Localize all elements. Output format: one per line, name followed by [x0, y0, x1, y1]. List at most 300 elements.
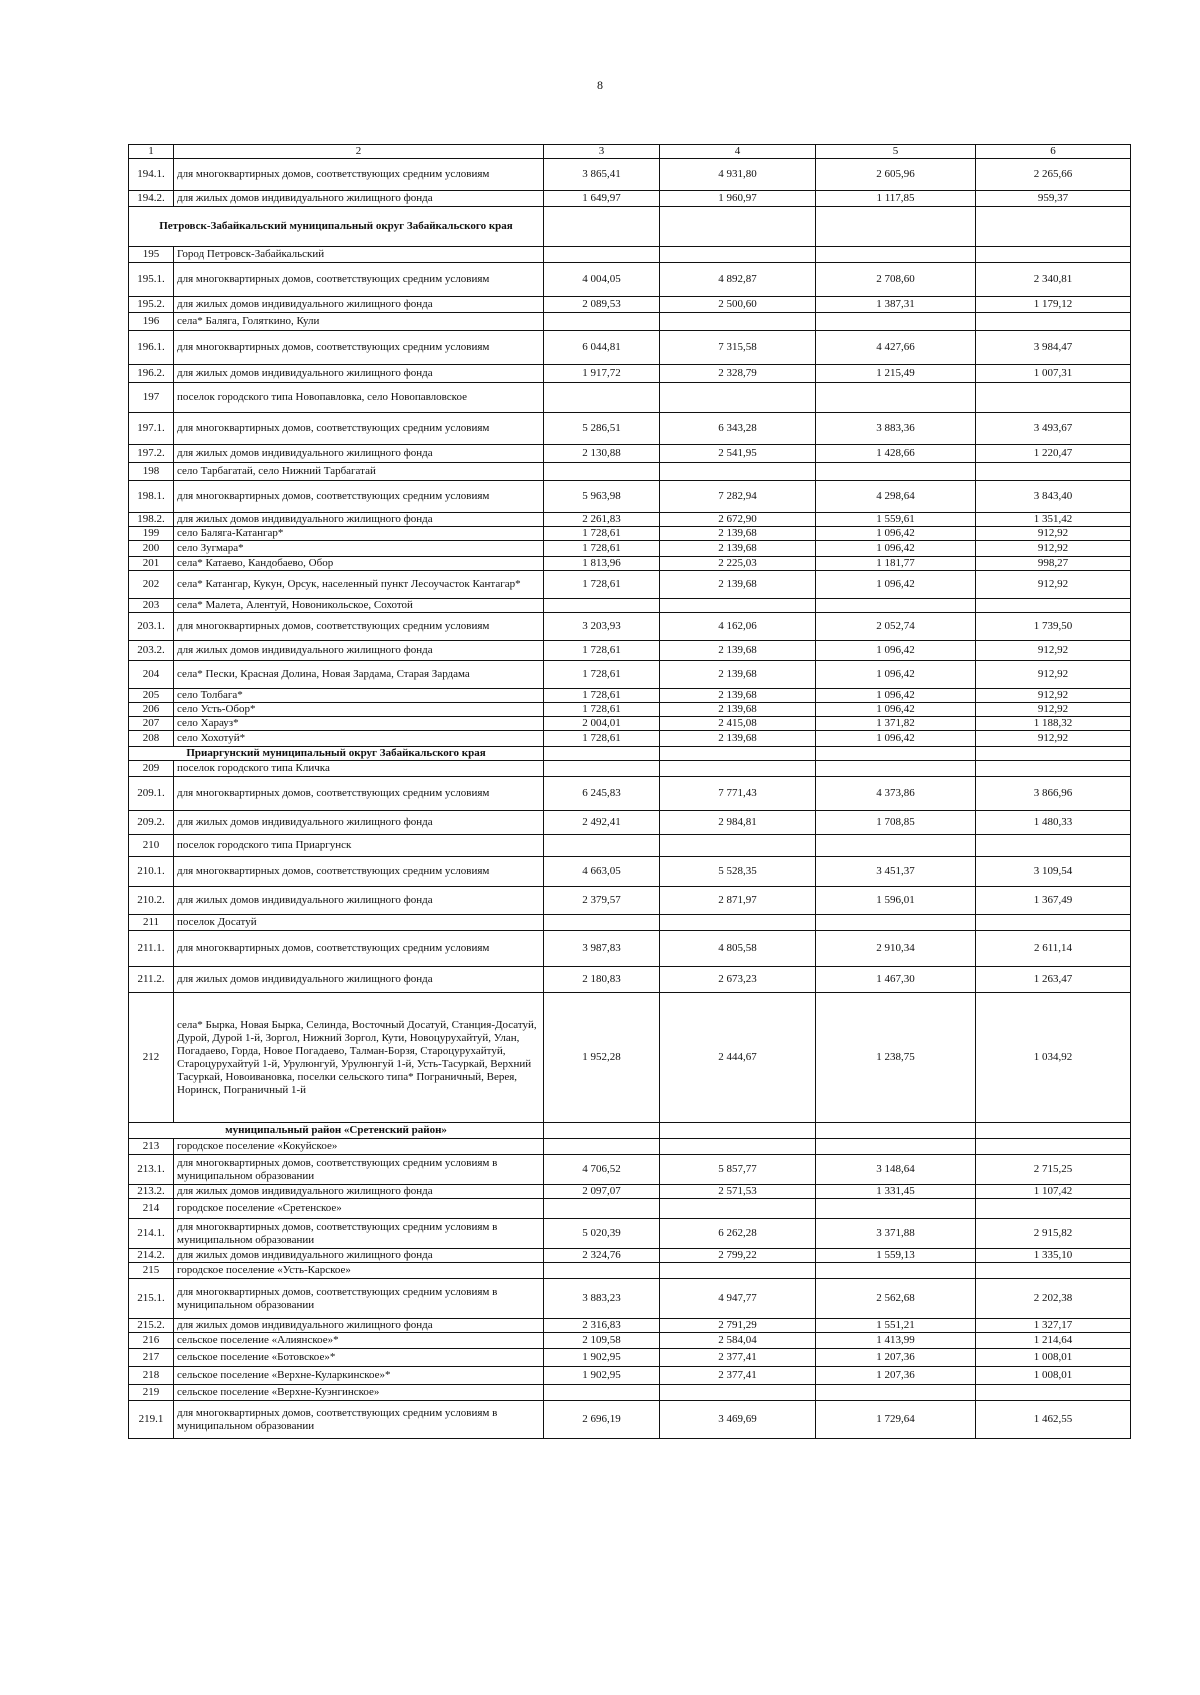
row-number: 201 — [129, 557, 174, 571]
value-col-5: 1 096,42 — [816, 731, 976, 747]
value-col-3: 1 902,95 — [544, 1367, 660, 1385]
value-col-4 — [660, 1199, 816, 1219]
table-row — [129, 1249, 1131, 1263]
row-number: 219.1 — [129, 1401, 174, 1439]
value-col-3 — [544, 1385, 660, 1401]
row-description: Город Петровск-Забайкальский — [174, 247, 544, 263]
value-col-3: 5 963,98 — [544, 481, 660, 513]
value-col-5: 1 207,36 — [816, 1367, 976, 1385]
value-col-5: 2 562,68 — [816, 1279, 976, 1319]
row-description: сельское поселение «Верхне-Куларкинское»* — [174, 1367, 544, 1385]
row-number: 215 — [129, 1263, 174, 1279]
row-number: 209 — [129, 761, 174, 777]
value-col-4: 2 415,08 — [660, 717, 816, 731]
row-description: село Харауз* — [174, 717, 544, 731]
value-col-6 — [976, 1385, 1131, 1401]
row-description: для многоквартирных домов, соответствующих средним условиям — [174, 159, 544, 191]
row-number: 199 — [129, 527, 174, 541]
row-description: городское поселение «Кокуйское» — [174, 1139, 544, 1155]
row-number: 194.1. — [129, 159, 174, 191]
row-number: 209.1. — [129, 777, 174, 811]
value-col-5: 2 910,34 — [816, 931, 976, 967]
row-description: для жилых домов индивидуального жилищного фонда — [174, 297, 544, 313]
value-col-3: 4 663,05 — [544, 857, 660, 887]
table-row — [129, 967, 1131, 993]
value-col-6 — [976, 383, 1131, 413]
value-col-5: 1 215,49 — [816, 365, 976, 383]
table-row — [129, 777, 1131, 811]
value-col-6: 1 007,31 — [976, 365, 1131, 383]
row-number: 195.1. — [129, 263, 174, 297]
value-col-5: 3 883,36 — [816, 413, 976, 445]
value-col-5: 1 117,85 — [816, 191, 976, 207]
table-row — [129, 599, 1131, 613]
row-description: для жилых домов индивидуального жилищного фонда — [174, 887, 544, 915]
section-row — [129, 1123, 1131, 1139]
value-col-4: 2 541,95 — [660, 445, 816, 463]
value-col-4: 2 377,41 — [660, 1349, 816, 1367]
value-col-3: 1 813,96 — [544, 557, 660, 571]
value-col-5: 2 052,74 — [816, 613, 976, 641]
value-col-6: 2 611,14 — [976, 931, 1131, 967]
value-col-3: 5 286,51 — [544, 413, 660, 445]
table-row — [129, 1367, 1131, 1385]
row-number: 210.1. — [129, 857, 174, 887]
value-col-5: 1 238,75 — [816, 993, 976, 1123]
row-number: 207 — [129, 717, 174, 731]
value-col-6: 3 984,47 — [976, 331, 1131, 365]
value-col-3 — [544, 599, 660, 613]
row-description: село Зугмара* — [174, 541, 544, 557]
row-number: 216 — [129, 1333, 174, 1349]
value-col-5: 1 467,30 — [816, 967, 976, 993]
value-col-3: 3 865,41 — [544, 159, 660, 191]
value-col-4: 4 805,58 — [660, 931, 816, 967]
value-col-4 — [660, 1139, 816, 1155]
value-col-6: 2 915,82 — [976, 1219, 1131, 1249]
value-col-4: 2 139,68 — [660, 541, 816, 557]
row-description: села* Катаево, Кандобаево, Обор — [174, 557, 544, 571]
value-col-3: 1 728,61 — [544, 661, 660, 689]
table-row — [129, 1385, 1131, 1401]
empty-cell — [660, 1123, 816, 1139]
row-number: 210 — [129, 835, 174, 857]
value-col-6: 1 220,47 — [976, 445, 1131, 463]
table-row — [129, 191, 1131, 207]
row-description: для многоквартирных домов, соответствующих средним условиям — [174, 263, 544, 297]
value-col-5: 1 096,42 — [816, 661, 976, 689]
value-col-4: 2 799,22 — [660, 1249, 816, 1263]
row-description: для жилых домов индивидуального жилищного фонда — [174, 1185, 544, 1199]
table-row — [129, 731, 1131, 747]
value-col-3: 6 245,83 — [544, 777, 660, 811]
table-row — [129, 1199, 1131, 1219]
value-col-6: 912,92 — [976, 541, 1131, 557]
row-number: 211.2. — [129, 967, 174, 993]
value-col-3: 1 728,61 — [544, 641, 660, 661]
value-col-4: 4 947,77 — [660, 1279, 816, 1319]
value-col-5: 1 551,21 — [816, 1319, 976, 1333]
row-number: 198 — [129, 463, 174, 481]
value-col-6: 1 034,92 — [976, 993, 1131, 1123]
row-number: 213 — [129, 1139, 174, 1155]
value-col-4: 7 315,58 — [660, 331, 816, 365]
row-description: для многоквартирных домов, соответствующих средним условиям в муниципальном образовании — [174, 1279, 544, 1319]
value-col-4: 2 984,81 — [660, 811, 816, 835]
value-col-5: 1 096,42 — [816, 689, 976, 703]
table-row — [129, 1155, 1131, 1185]
table-row — [129, 413, 1131, 445]
value-col-3: 1 728,61 — [544, 703, 660, 717]
value-col-3: 2 696,19 — [544, 1401, 660, 1439]
table-row — [129, 613, 1131, 641]
row-description: сельское поселение «Алиянское»* — [174, 1333, 544, 1349]
value-col-4 — [660, 313, 816, 331]
empty-cell — [544, 207, 660, 247]
empty-cell — [544, 747, 660, 761]
value-col-5 — [816, 915, 976, 931]
table-row — [129, 1139, 1131, 1155]
value-col-6: 2 340,81 — [976, 263, 1131, 297]
value-col-6: 1 008,01 — [976, 1367, 1131, 1385]
value-col-3: 3 987,83 — [544, 931, 660, 967]
row-number: 211.1. — [129, 931, 174, 967]
value-col-5: 1 413,99 — [816, 1333, 976, 1349]
value-col-5 — [816, 761, 976, 777]
value-col-4: 5 857,77 — [660, 1155, 816, 1185]
value-col-6 — [976, 761, 1131, 777]
value-col-4: 2 139,68 — [660, 527, 816, 541]
value-col-6 — [976, 835, 1131, 857]
table-row — [129, 557, 1131, 571]
value-col-6: 2 265,66 — [976, 159, 1131, 191]
table-row — [129, 383, 1131, 413]
row-description: поселок Досатуй — [174, 915, 544, 931]
value-col-5: 1 371,82 — [816, 717, 976, 731]
row-number: 203.1. — [129, 613, 174, 641]
value-col-6: 3 866,96 — [976, 777, 1131, 811]
value-col-4: 4 931,80 — [660, 159, 816, 191]
table-row — [129, 445, 1131, 463]
row-description: для многоквартирных домов, соответствующих средним условиям в муниципальном образовании — [174, 1401, 544, 1439]
row-description: для жилых домов индивидуального жилищного фонда — [174, 967, 544, 993]
table-row — [129, 717, 1131, 731]
value-col-4: 2 139,68 — [660, 731, 816, 747]
value-col-3: 2 379,57 — [544, 887, 660, 915]
row-description: села* Катангар, Кукун, Орсук, населенный пункт Лесоучасток Кантагар* — [174, 571, 544, 599]
value-col-4: 3 469,69 — [660, 1401, 816, 1439]
header-cell-6: 6 — [976, 145, 1131, 159]
empty-cell — [816, 747, 976, 761]
empty-cell — [816, 1123, 976, 1139]
value-col-3: 3 203,93 — [544, 613, 660, 641]
value-col-5: 1 559,13 — [816, 1249, 976, 1263]
empty-cell — [976, 1123, 1131, 1139]
table-row — [129, 915, 1131, 931]
value-col-6: 3 843,40 — [976, 481, 1131, 513]
value-col-6: 1 107,42 — [976, 1185, 1131, 1199]
value-col-3 — [544, 383, 660, 413]
row-description: поселок городского типа Новопавловка, село Новопавловское — [174, 383, 544, 413]
row-description: села* Малета, Алентуй, Новоникольское, Сохотой — [174, 599, 544, 613]
value-col-6: 1 214,64 — [976, 1333, 1131, 1349]
value-col-6: 1 367,49 — [976, 887, 1131, 915]
row-number: 219 — [129, 1385, 174, 1401]
value-col-6 — [976, 915, 1131, 931]
value-col-5: 4 373,86 — [816, 777, 976, 811]
table-row — [129, 1263, 1131, 1279]
value-col-6: 1 351,42 — [976, 513, 1131, 527]
value-col-4 — [660, 383, 816, 413]
row-description: для жилых домов индивидуального жилищного фонда — [174, 365, 544, 383]
table-row — [129, 641, 1131, 661]
row-number: 194.2. — [129, 191, 174, 207]
value-col-5 — [816, 313, 976, 331]
value-col-3: 1 649,97 — [544, 191, 660, 207]
header-cell-4: 4 — [660, 145, 816, 159]
row-number: 218 — [129, 1367, 174, 1385]
value-col-6: 2 715,25 — [976, 1155, 1131, 1185]
value-col-3: 1 728,61 — [544, 527, 660, 541]
table-row — [129, 931, 1131, 967]
row-description: для многоквартирных домов, соответствующих средним условиям — [174, 481, 544, 513]
value-col-6: 3 493,67 — [976, 413, 1131, 445]
value-col-3: 1 728,61 — [544, 731, 660, 747]
value-col-6: 912,92 — [976, 571, 1131, 599]
value-col-4: 4 892,87 — [660, 263, 816, 297]
table-row — [129, 1349, 1131, 1367]
row-number: 196.1. — [129, 331, 174, 365]
value-col-6: 912,92 — [976, 689, 1131, 703]
empty-cell — [660, 207, 816, 247]
value-col-4: 2 139,68 — [660, 571, 816, 599]
value-col-3 — [544, 1263, 660, 1279]
value-col-5: 1 559,61 — [816, 513, 976, 527]
row-number: 196 — [129, 313, 174, 331]
row-number: 215.1. — [129, 1279, 174, 1319]
table-row — [129, 761, 1131, 777]
table-row — [129, 313, 1131, 331]
page-number: 8 — [597, 78, 603, 92]
row-description: село Хохотуй* — [174, 731, 544, 747]
value-col-6: 912,92 — [976, 661, 1131, 689]
row-number: 198.2. — [129, 513, 174, 527]
value-col-5: 3 451,37 — [816, 857, 976, 887]
value-col-4: 2 444,67 — [660, 993, 816, 1123]
value-col-3 — [544, 761, 660, 777]
value-col-4: 2 871,97 — [660, 887, 816, 915]
header-cell-5: 5 — [816, 145, 976, 159]
table-row — [129, 263, 1131, 297]
row-number: 197.2. — [129, 445, 174, 463]
row-number: 215.2. — [129, 1319, 174, 1333]
value-col-5 — [816, 247, 976, 263]
value-col-3 — [544, 463, 660, 481]
value-col-3: 2 180,83 — [544, 967, 660, 993]
value-col-4: 4 162,06 — [660, 613, 816, 641]
row-number: 217 — [129, 1349, 174, 1367]
value-col-3: 2 089,53 — [544, 297, 660, 313]
table-row — [129, 297, 1131, 313]
value-col-3: 1 728,61 — [544, 541, 660, 557]
row-number: 195.2. — [129, 297, 174, 313]
value-col-6 — [976, 463, 1131, 481]
value-col-6: 3 109,54 — [976, 857, 1131, 887]
row-description: для жилых домов индивидуального жилищного фонда — [174, 1319, 544, 1333]
value-col-5 — [816, 1385, 976, 1401]
value-col-6: 912,92 — [976, 731, 1131, 747]
row-number: 214.2. — [129, 1249, 174, 1263]
row-description: села* Баляга, Голяткино, Кули — [174, 313, 544, 331]
row-description: для многоквартирных домов, соответствующих средним условиям — [174, 413, 544, 445]
row-number: 200 — [129, 541, 174, 557]
table-row — [129, 331, 1131, 365]
row-number: 204 — [129, 661, 174, 689]
table-row — [129, 513, 1131, 527]
value-col-5: 1 207,36 — [816, 1349, 976, 1367]
row-description: для многоквартирных домов, соответствующих средним условиям — [174, 331, 544, 365]
value-col-4: 6 262,28 — [660, 1219, 816, 1249]
table-row — [129, 993, 1131, 1123]
value-col-4: 2 225,03 — [660, 557, 816, 571]
empty-cell — [660, 747, 816, 761]
table-row — [129, 811, 1131, 835]
value-col-4: 5 528,35 — [660, 857, 816, 887]
value-col-4 — [660, 835, 816, 857]
value-col-4 — [660, 247, 816, 263]
value-col-4: 2 672,90 — [660, 513, 816, 527]
value-col-3: 1 917,72 — [544, 365, 660, 383]
empty-cell — [816, 207, 976, 247]
table-row — [129, 1401, 1131, 1439]
table-row — [129, 857, 1131, 887]
value-col-3: 2 316,83 — [544, 1319, 660, 1333]
value-col-4: 2 571,53 — [660, 1185, 816, 1199]
value-col-3 — [544, 835, 660, 857]
value-col-6: 912,92 — [976, 527, 1131, 541]
table-row — [129, 689, 1131, 703]
value-col-3: 2 324,76 — [544, 1249, 660, 1263]
value-col-3: 2 130,88 — [544, 445, 660, 463]
value-col-3: 4 004,05 — [544, 263, 660, 297]
row-number: 209.2. — [129, 811, 174, 835]
row-description: сельское поселение «Верхне-Куэнгинское» — [174, 1385, 544, 1401]
row-description: для многоквартирных домов, соответствующих средним условиям — [174, 613, 544, 641]
row-description: для жилых домов индивидуального жилищного фонда — [174, 1249, 544, 1263]
value-col-5: 1 708,85 — [816, 811, 976, 835]
value-col-3: 1 728,61 — [544, 689, 660, 703]
value-col-5: 1 428,66 — [816, 445, 976, 463]
value-col-3: 4 706,52 — [544, 1155, 660, 1185]
table-row — [129, 1185, 1131, 1199]
value-col-3: 6 044,81 — [544, 331, 660, 365]
value-col-4: 2 328,79 — [660, 365, 816, 383]
row-description: городское поселение «Усть-Карское» — [174, 1263, 544, 1279]
value-col-4: 2 500,60 — [660, 297, 816, 313]
header-cell-1: 1 — [129, 145, 174, 159]
value-col-3: 5 020,39 — [544, 1219, 660, 1249]
row-number: 212 — [129, 993, 174, 1123]
value-col-3: 2 261,83 — [544, 513, 660, 527]
table-row — [129, 1333, 1131, 1349]
row-number: 206 — [129, 703, 174, 717]
value-col-4 — [660, 599, 816, 613]
value-col-3 — [544, 1139, 660, 1155]
value-col-6: 1 462,55 — [976, 1401, 1131, 1439]
row-number: 195 — [129, 247, 174, 263]
value-col-5: 4 427,66 — [816, 331, 976, 365]
value-col-6: 912,92 — [976, 641, 1131, 661]
table-row — [129, 703, 1131, 717]
value-col-4 — [660, 915, 816, 931]
section-title: Приаргунский муниципальный округ Забайкальского края — [129, 747, 544, 761]
value-col-6: 1 335,10 — [976, 1249, 1131, 1263]
value-col-5 — [816, 383, 976, 413]
row-number: 213.2. — [129, 1185, 174, 1199]
row-description: село Усть-Обор* — [174, 703, 544, 717]
row-description: сельское поселение «Ботовское»* — [174, 1349, 544, 1367]
row-description: для жилых домов индивидуального жилищного фонда — [174, 513, 544, 527]
value-col-4 — [660, 1263, 816, 1279]
value-col-6: 1 327,17 — [976, 1319, 1131, 1333]
row-description: поселок городского типа Кличка — [174, 761, 544, 777]
value-col-5: 1 729,64 — [816, 1401, 976, 1439]
row-description: для многоквартирных домов, соответствующих средним условиям — [174, 777, 544, 811]
row-description: для жилых домов индивидуального жилищного фонда — [174, 641, 544, 661]
value-col-5: 1 096,42 — [816, 541, 976, 557]
value-col-6: 1 188,32 — [976, 717, 1131, 731]
row-description: для многоквартирных домов, соответствующих средним условиям в муниципальном образовании — [174, 1155, 544, 1185]
row-number: 213.1. — [129, 1155, 174, 1185]
row-number: 202 — [129, 571, 174, 599]
row-description: для многоквартирных домов, соответствующих средним условиям в муниципальном образовании — [174, 1219, 544, 1249]
section-title: Петровск-Забайкальский муниципальный округ Забайкальского края — [129, 207, 544, 247]
row-description: для жилых домов индивидуального жилищного фонда — [174, 191, 544, 207]
value-col-6 — [976, 1199, 1131, 1219]
row-number: 214.1. — [129, 1219, 174, 1249]
value-col-6 — [976, 1139, 1131, 1155]
value-col-3 — [544, 313, 660, 331]
value-col-4: 2 584,04 — [660, 1333, 816, 1349]
value-col-5: 1 096,42 — [816, 641, 976, 661]
value-col-3: 2 109,58 — [544, 1333, 660, 1349]
row-description: для жилых домов индивидуального жилищного фонда — [174, 445, 544, 463]
row-description: поселок городского типа Приаргунск — [174, 835, 544, 857]
table-row — [129, 463, 1131, 481]
row-description: городское поселение «Сретенское» — [174, 1199, 544, 1219]
value-col-6: 912,92 — [976, 703, 1131, 717]
header-cell-3: 3 — [544, 145, 660, 159]
table-row — [129, 247, 1131, 263]
value-col-4: 2 139,68 — [660, 661, 816, 689]
value-col-3: 2 097,07 — [544, 1185, 660, 1199]
value-col-6 — [976, 1263, 1131, 1279]
value-col-4 — [660, 1385, 816, 1401]
row-description: села* Пески, Красная Долина, Новая Зардама, Старая Зардама — [174, 661, 544, 689]
table-row — [129, 527, 1131, 541]
value-col-5 — [816, 599, 976, 613]
value-col-3: 1 728,61 — [544, 571, 660, 599]
row-description: села* Бырка, Новая Бырка, Селинда, Восточный Досатуй, Станция-Досатуй, Дурой, Дурой 1-й, Зоргол, Нижний Зоргол, Кути, Новоцурухайтуй, Улан, Погадаево, Горда, Новое Погадаево, Талман-Борзя, Староцурухайтуй, Староцурухайтуй 1-й, Урулюнгуй, Урулюнгуй 1-й, Усть-Тасуркай, Верхний Тасуркай, Новоивановка, поселки сельского типа* Пограничный, Верея, Норинск, Пограничный 1-й — [174, 993, 544, 1123]
table-row — [129, 1219, 1131, 1249]
row-description: село Тарбагатай, село Нижний Тарбагатай — [174, 463, 544, 481]
table-row — [129, 835, 1131, 857]
value-col-4: 2 377,41 — [660, 1367, 816, 1385]
value-col-3: 3 883,23 — [544, 1279, 660, 1319]
row-number: 208 — [129, 731, 174, 747]
value-col-3 — [544, 247, 660, 263]
value-col-4: 2 139,68 — [660, 641, 816, 661]
